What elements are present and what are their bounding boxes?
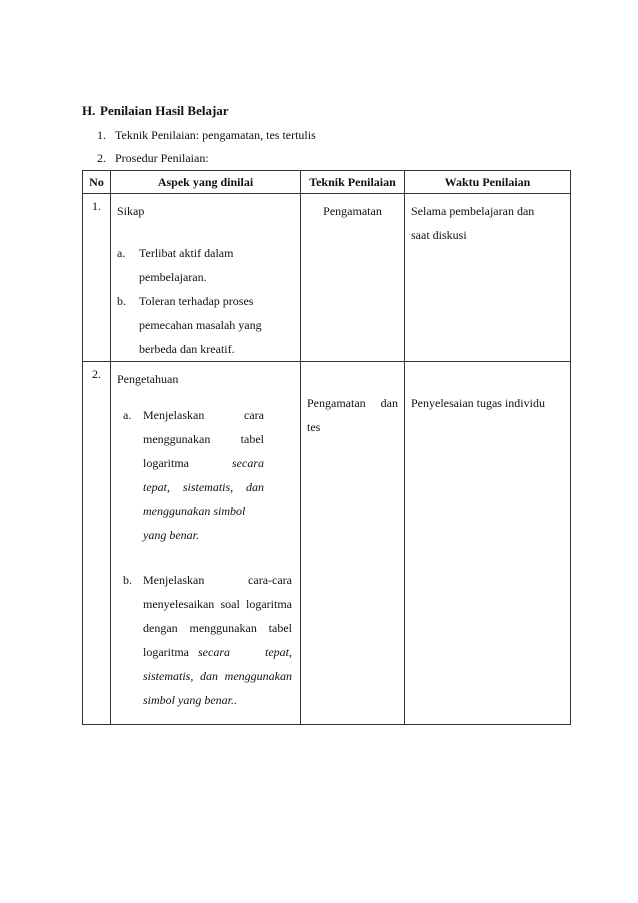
sub-item-b: [117, 568, 294, 712]
sub-line: pembelajaran.: [139, 270, 207, 284]
sub-line: simbol yang benar..: [143, 693, 237, 707]
list-item-teknik: [97, 128, 316, 143]
sub-item-a: [117, 403, 294, 547]
sub-line: logaritma: [143, 456, 189, 470]
row-number: 1.: [83, 194, 111, 362]
row-number: 2.: [83, 362, 111, 725]
sub-line: Toleran terhadap proses: [139, 294, 254, 308]
assessment-table: [82, 170, 571, 725]
sub-line: logaritma: [143, 645, 189, 659]
waktu-cell: [405, 194, 571, 362]
header-aspek: Aspek yang dinilai: [111, 171, 301, 194]
waktu-line: saat diskusi: [411, 228, 467, 242]
sub-line: Menjelaskan cara-cara: [143, 573, 292, 587]
list-item-text: Prosedur Penilaian:: [115, 151, 209, 165]
aspek-title: Pengetahuan: [117, 372, 179, 386]
sub-label: b.: [123, 573, 132, 587]
sub-item-a: [117, 241, 294, 289]
table-row: [83, 194, 571, 362]
sub-label: a.: [123, 408, 132, 422]
teknik-line: Pengamatan dan: [307, 396, 398, 410]
list-item-number: 2.: [97, 151, 106, 165]
section-title: Penilaian Hasil Belajar: [100, 103, 229, 118]
waktu-line: Selama pembelajaran dan: [411, 204, 535, 218]
aspek-title: Sikap: [117, 204, 145, 218]
list-item-number: 1.: [97, 128, 106, 142]
sub-line: Menjelaskan cara: [143, 408, 264, 422]
header-no: No: [83, 171, 111, 194]
sub-item-b: [117, 289, 294, 361]
teknik-line: tes: [307, 420, 321, 434]
sub-line: menyelesaikan soal logaritma: [143, 597, 292, 611]
teknik-cell: [301, 362, 405, 725]
waktu-cell: [405, 362, 571, 725]
sub-line: secara tepat,: [198, 645, 292, 659]
sub-line: berbeda dan kreatif.: [139, 342, 235, 356]
sub-line: yang benar.: [143, 528, 199, 542]
list-item-text: Teknik Penilaian: pengamatan, tes tertulis: [115, 128, 316, 142]
aspek-cell: [111, 194, 301, 362]
header-waktu: Waktu Penilaian: [405, 171, 571, 194]
sub-line: menggunakan tabel: [143, 432, 264, 446]
teknik-cell: [301, 194, 405, 362]
sub-line: sistematis, dan menggunakan: [143, 669, 292, 683]
table-row: [83, 362, 571, 725]
sub-line: secara: [232, 456, 264, 470]
table-header-row: [83, 171, 571, 194]
sub-line: menggunakan simbol: [143, 504, 246, 518]
sub-label: b.: [117, 294, 126, 308]
waktu-text: Penyelesaian tugas individu: [411, 396, 545, 410]
section-letter: H.: [82, 103, 96, 118]
aspek-cell: [111, 362, 301, 725]
header-teknik: Teknik Penilaian: [301, 171, 405, 194]
sub-line: Terlibat aktif dalam: [139, 246, 234, 260]
section-heading: [82, 103, 229, 119]
sub-line: tepat, sistematis, dan: [143, 480, 264, 494]
sub-line: pemecahan masalah yang: [139, 318, 262, 332]
sub-line: dengan menggunakan tabel: [143, 621, 292, 635]
list-item-prosedur: [97, 151, 209, 166]
teknik-text: Pengamatan: [323, 204, 382, 218]
sub-label: a.: [117, 246, 126, 260]
